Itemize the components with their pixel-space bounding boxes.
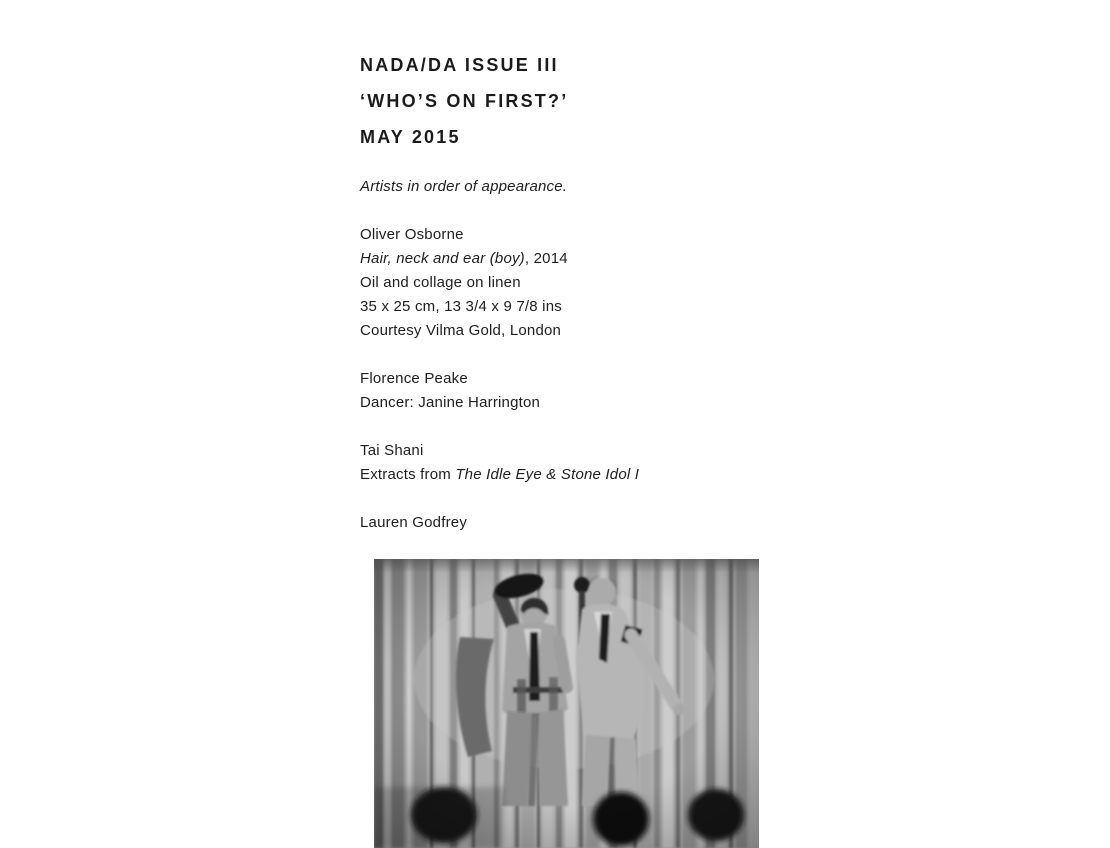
work-title: Hair, neck and ear (boy) — [360, 250, 525, 267]
artist-name: Tai Shani — [360, 442, 424, 459]
performer-detail-line: Dancer: Janine Harrington — [360, 394, 541, 411]
work-dimensions-line: 35 x 25 cm, 13 3/4 x 9 7/8 ins — [360, 298, 562, 315]
title-line-show-name: ‘WHO’S ON FIRST?’ — [360, 91, 569, 111]
artist-name: Florence Peake — [360, 370, 468, 387]
video-still[interactable] — [374, 559, 759, 848]
page-title — [360, 47, 770, 155]
work-title-line — [360, 247, 770, 271]
work-title: The Idle Eye & Stone Idol I — [455, 466, 640, 483]
article-content — [360, 0, 770, 848]
title-line-date: MAY 2015 — [360, 127, 461, 147]
work-credit-line: Courtesy Vilma Gold, London — [360, 322, 562, 339]
film-still-illustration — [374, 559, 759, 848]
artist-entry-oliver-osborne — [360, 223, 770, 343]
artist-name: Oliver Osborne — [360, 226, 464, 243]
work-reference-prefix: Extracts from — [360, 466, 456, 483]
work-year: , 2014 — [524, 250, 568, 267]
intro-line: Artists in order of appearance. — [360, 178, 568, 195]
artist-entry-florence-peake — [360, 367, 770, 415]
artist-entry-lauren-godfrey — [360, 511, 770, 535]
artist-name: Lauren Godfrey — [360, 514, 468, 531]
title-line-issue: NADA/DA ISSUE III — [360, 55, 559, 75]
work-medium-line: Oil and collage on linen — [360, 274, 521, 291]
work-reference-line — [360, 463, 770, 487]
artist-entry-tai-shani — [360, 439, 770, 487]
